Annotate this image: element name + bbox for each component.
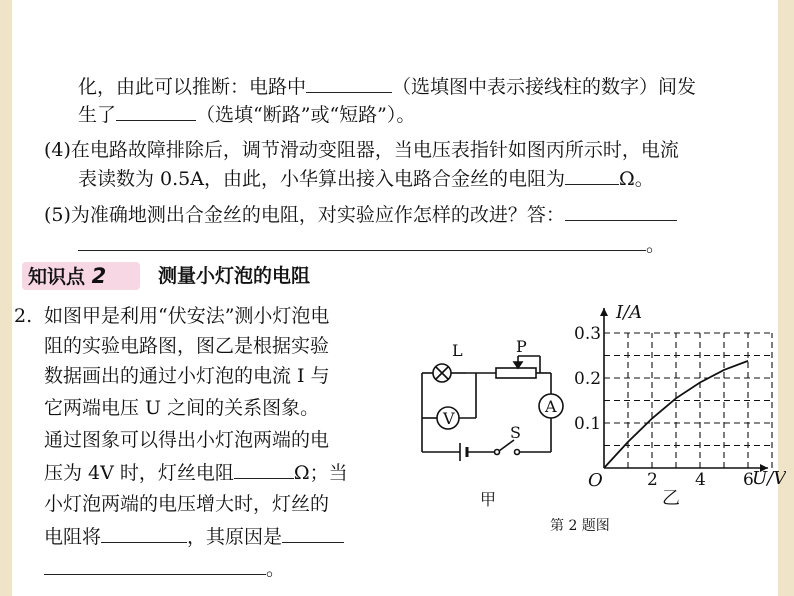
q2-line-3: 数据画出的通过小灯泡的电流 I 与 <box>44 365 330 387</box>
worksheet-page <box>12 0 786 596</box>
q1-line-2: 生了 （选填“断路”或“短路”）。 <box>78 104 416 126</box>
ammeter-label: A <box>545 397 557 416</box>
figure-caption: 第 2 题图 <box>550 518 610 534</box>
q2-blank-change[interactable] <box>101 524 187 543</box>
q1-line-3: (4)在电路故障排除后，调节滑动变阻器，当电压表指针如图丙所示时，电流 <box>44 139 679 161</box>
q2-blank-resistance[interactable] <box>234 460 294 479</box>
current-voltage-graph <box>572 298 786 510</box>
q2-line-4: 它两端电压 U 之间的关系图象。 <box>44 397 320 419</box>
x-tick-label: 2 <box>647 470 658 490</box>
q1-line-6: 。 <box>78 232 665 257</box>
y-axis-label: I/A <box>616 302 643 323</box>
q2-blank-reason-1[interactable] <box>282 524 344 543</box>
q1-blank-improvement-1[interactable] <box>565 202 677 221</box>
circuit-caption: 甲 <box>480 490 497 509</box>
q2-blank-reason-2[interactable] <box>44 556 266 575</box>
origin-label: O <box>588 470 603 491</box>
q1-blank-resistance[interactable] <box>565 166 619 185</box>
voltmeter-label: V <box>443 409 455 428</box>
q2-line-2: 阻的实验电路图，图乙是根据实验 <box>44 335 330 357</box>
q2-line-8: 电阻将 ，其原因是 <box>44 524 344 549</box>
q2-number: 2. <box>14 305 33 327</box>
circuit-diagram <box>400 330 570 520</box>
q2-line-6: 压为 4V 时，灯丝电阻 Ω；当 <box>44 462 348 484</box>
knowledge-point-title: 测量小灯泡的电阻 <box>158 265 311 287</box>
q2-line-1: 如图甲是利用“伏安法”测小灯泡电 <box>44 305 330 327</box>
x-axis-label: U/V <box>752 468 786 489</box>
graph-caption: 乙 <box>662 488 680 509</box>
q1-line-1: 化，由此可以推断：电路中 （选填图中表示接线柱的数字）间发 <box>78 76 697 98</box>
x-tick-label: 4 <box>695 470 706 490</box>
y-tick-label: 0.1 <box>574 414 602 434</box>
y-axis-arrow <box>600 308 608 316</box>
q2-line-7: 小灯泡两端的电压增大时，灯丝的 <box>44 493 330 515</box>
x-tick-label: 6 <box>743 470 754 490</box>
slider-label: P <box>516 337 527 356</box>
q2-line-5: 通过图象可以得出小灯泡两端的电 <box>44 429 330 451</box>
lamp-label: L <box>452 341 463 360</box>
q1-blank-terminals[interactable] <box>306 74 392 93</box>
y-tick-label: 0.3 <box>574 324 602 344</box>
y-tick-label: 0.2 <box>574 369 602 389</box>
q1-blank-improvement-2[interactable] <box>78 232 646 251</box>
q2-line-9: 。 <box>44 556 285 581</box>
q1-line-4: 表读数为 0.5A，由此，小华算出接入电路合金丝的电阻为 Ω。 <box>78 168 654 190</box>
q1-line-5: (5)为准确地测出合金丝的电阻，对实验应作怎样的改进？答： <box>44 202 677 227</box>
knowledge-point-label: 知识点 2 <box>28 264 107 288</box>
q1-blank-fault-type[interactable] <box>116 102 196 121</box>
switch-label: S <box>510 423 521 442</box>
rheostat-symbol <box>496 368 536 378</box>
page-border-left <box>0 0 12 596</box>
